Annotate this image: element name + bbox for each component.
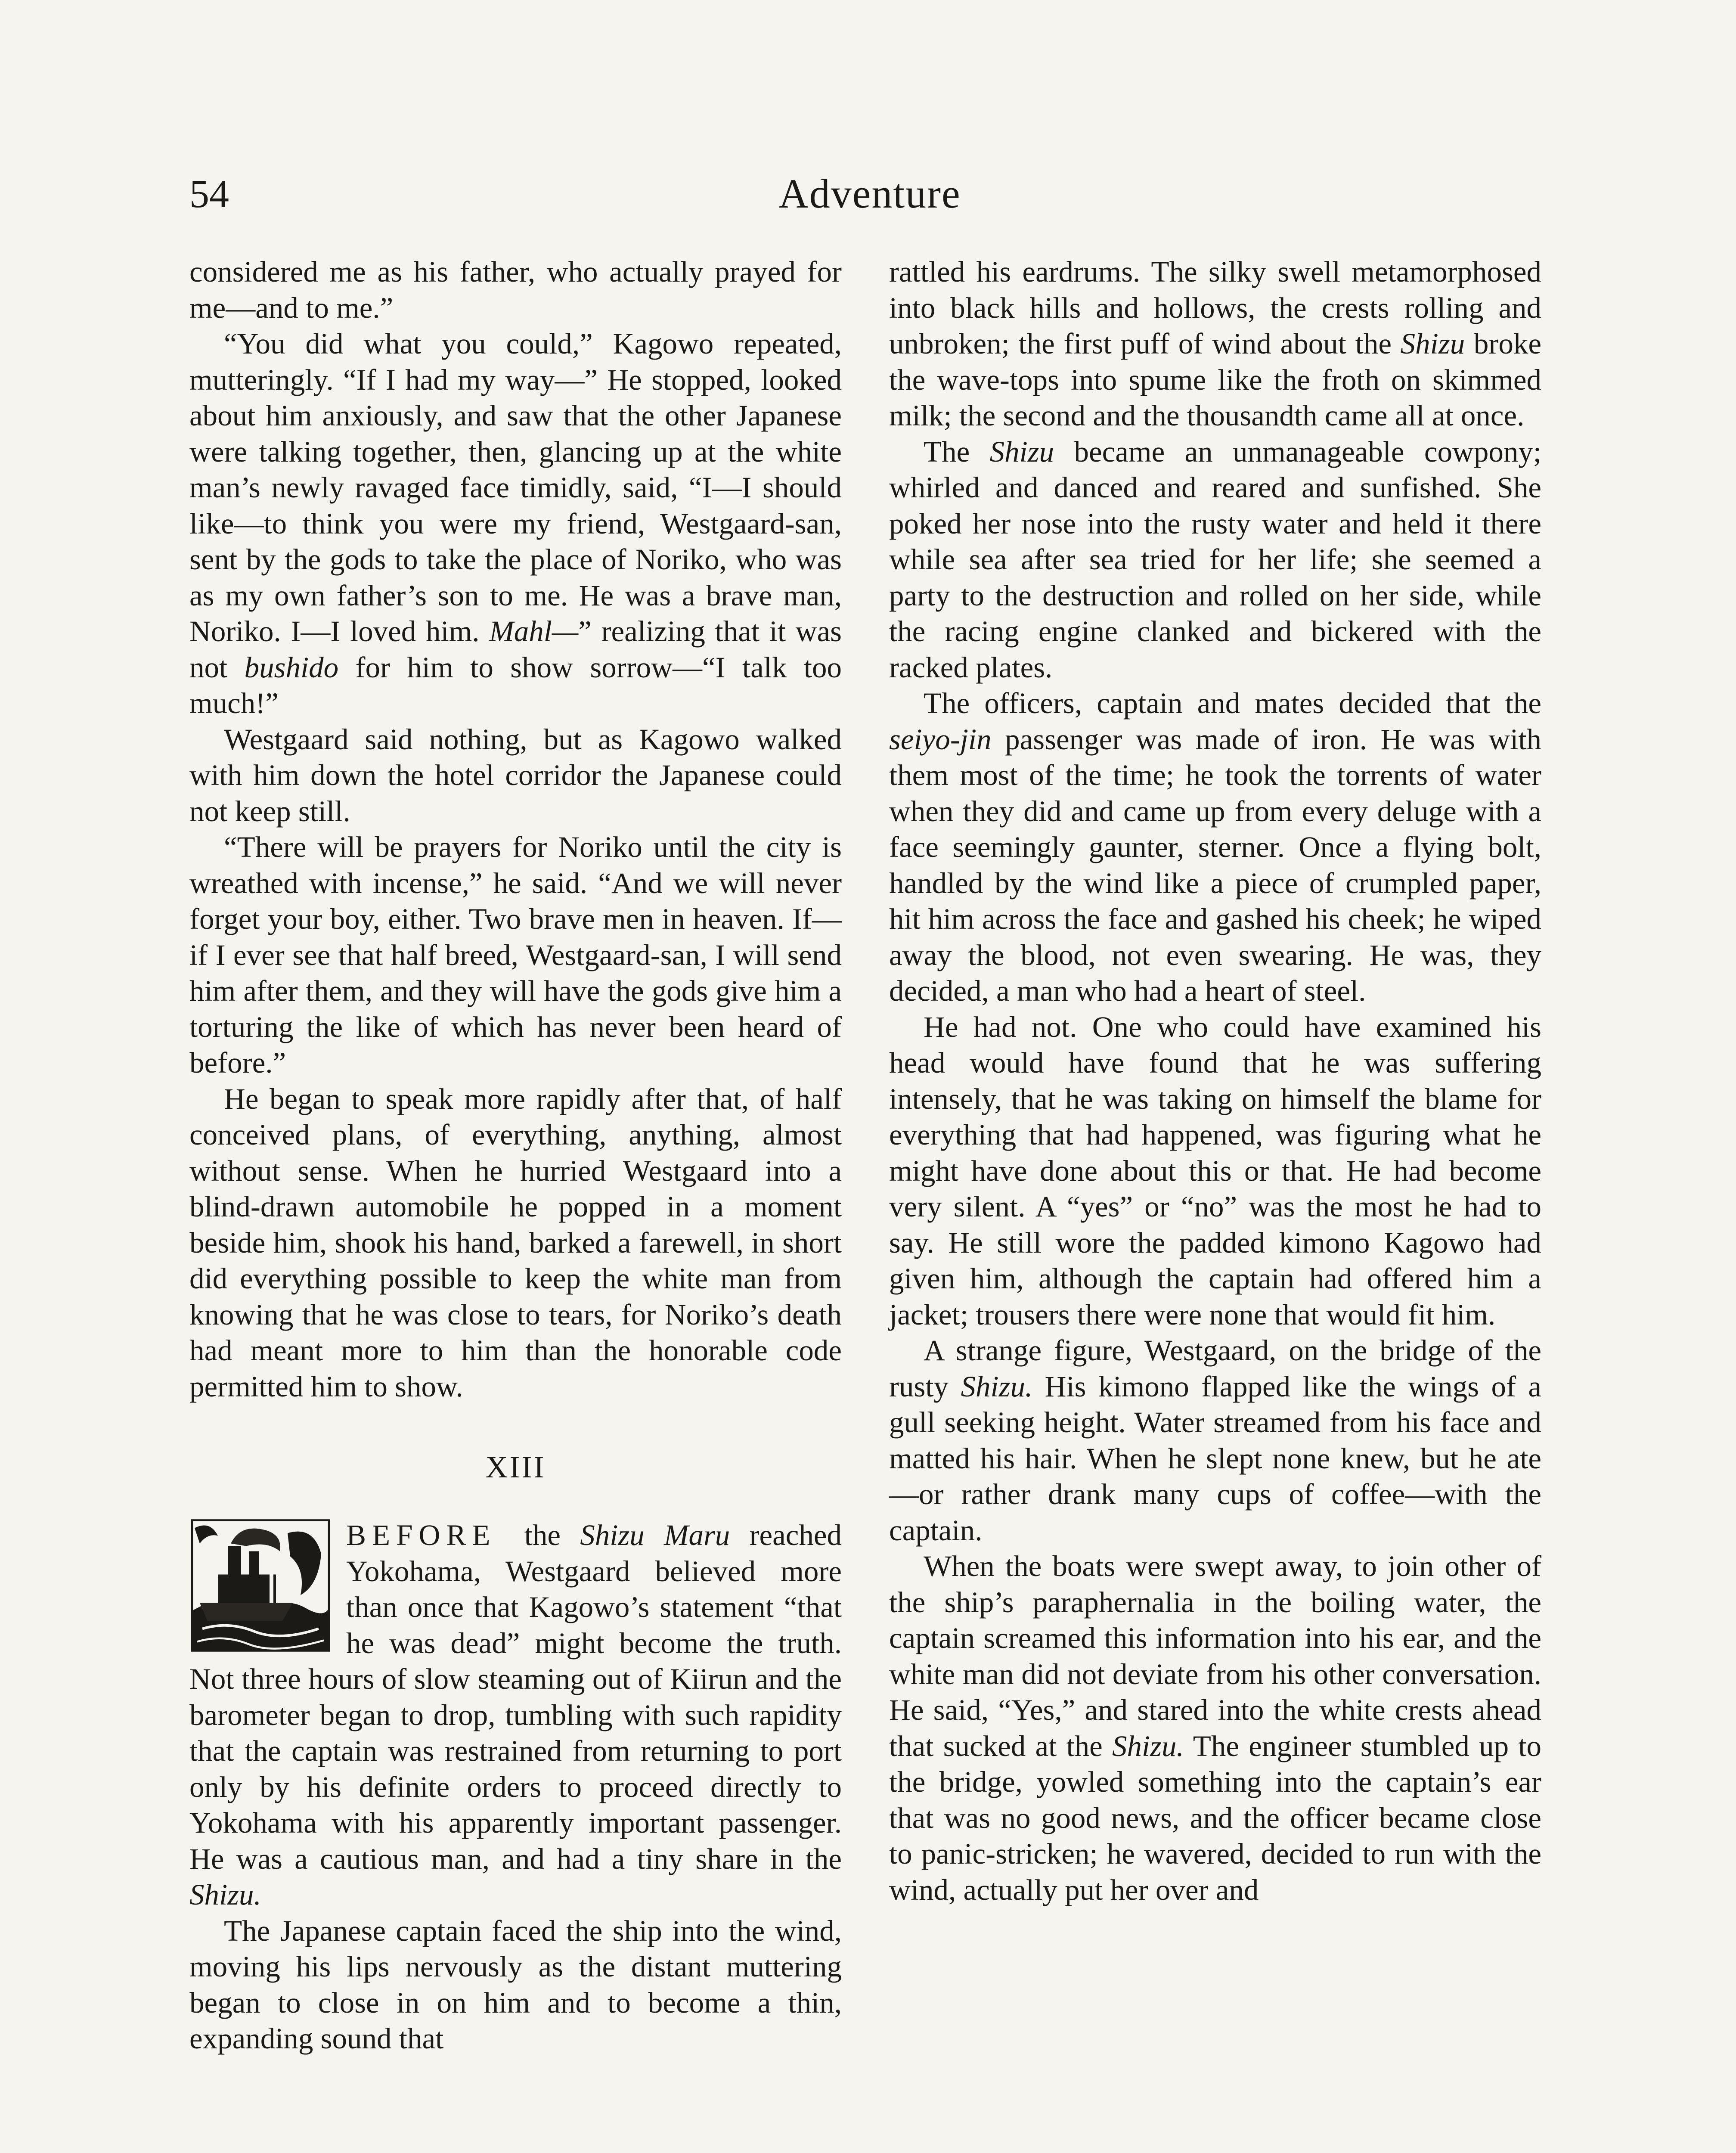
paragraph-text: ” realizing that it was not <box>189 615 842 684</box>
italic-word: Mahl— <box>489 615 579 648</box>
paragraph: He began to speak more rapidly after that, of half conceived plans, of everything, anything, almost without sense. When he hurried Westgaard into a blind-drawn automobile he popped in a moment beside him, shook his hand, barked a farewell, in short did everything possible to keep the white man from knowing that he was close to tears, for Noriko’s death had meant more to him than the honorable code permitted him to show. <box>189 1082 842 1403</box>
paragraph <box>889 686 1541 1009</box>
paragraph-text: became an unmanageable cowpony; whirled and danced and reared and sunfished. She poked her nose into the rusty water and held it there while sea after sea tried for her life; she seemed a party to the destruction and rolled on her side, while the racing engine clanked and bickered with the racked plates. <box>889 435 1541 684</box>
paragraph: The Japanese captain faced the ship into the wind, moving his lips nervously as the distant muttering began to close in on him and to become a thin, expanding sound that <box>189 1914 842 2055</box>
paragraph <box>889 434 1541 686</box>
paragraph-text: the <box>524 1519 561 1551</box>
paragraph <box>189 1517 842 1913</box>
paragraph-text: rattled his eardrums. The silky swell metamorphosed into black hills and hollows, the crests rolling and unbroken; the first puff of wind about the <box>889 255 1541 360</box>
page-number: 54 <box>189 172 229 216</box>
left-column <box>189 254 842 2057</box>
italic-word: Shizu Maru <box>580 1519 730 1551</box>
paragraph-text: passenger was made of iron. He was with them most of the time; he took the torrents of water when they did and came up from every deluge with a face seemingly gaunter, sterner. Once a flying bolt, handled by the wind like a piece of crumpled paper, hit him across the face and gashed his cheek; he wiped away the blood, not even swearing. He was, they decided, a man who had a heart of steel. <box>889 723 1541 1007</box>
paragraph <box>889 1548 1541 1908</box>
paragraph-text: The officers, captain and mates decided that the <box>924 687 1541 720</box>
right-column <box>889 254 1541 1908</box>
paragraph-text: The <box>924 435 970 468</box>
paragraph: Westgaard said nothing, but as Kagowo walked with him down the hotel corridor the Japanese could not keep still. <box>189 723 842 828</box>
paragraph <box>889 254 1541 434</box>
paragraph-text: The engineer stumbled up to the bridge, yowled something into the captain’s ear that was no good news, and the officer became close to panic-stricken; he wavered, decided to run with the wind, actually put her over and <box>889 1729 1541 1906</box>
paragraph-text: broke the wave-tops into spume like the froth on skimmed milk; the second and the thousandth came all at once. <box>889 327 1542 432</box>
paragraph: “There will be prayers for Noriko until the city is wreathed with incense,” he said. “And we will never forget your boy, either. Two brave men in heaven. If—if I ever see that half breed, Westgaard-san, I will send him after them, and they will have the gods give him a torturing the like of which has never been heard of before.” <box>189 831 842 1079</box>
lead-word: BEFORE <box>346 1519 496 1551</box>
paragraph-text: When the boats were swept away, to join other of the ship’s paraphernalia in the boiling water, the captain screamed this information into his ear, and the white man did not deviate from his other conversation. He said, “Yes,” and stared into the white crests ahead that sucked at the <box>889 1550 1541 1762</box>
paragraph-text: A strange figure, Westgaard, on the bridge of the rusty <box>889 1334 1541 1403</box>
ship-vignette-icon <box>189 1517 332 1654</box>
chapter-heading: XIII <box>485 1450 546 1484</box>
italic-word: seiyo-jin <box>889 723 992 756</box>
paragraph <box>889 1333 1541 1548</box>
paragraph-text: reached Yokohama, Westgaard believed more than once that Kagowo’s statement “that he was dead” might become the truth. Not three hours of slow steaming out of Kiirun and the barometer began to drop, tumbling with such rapidity that the captain was restrained from returning to port only by his definite orders to proceed directly to Yokohama with his apparently important passenger. He was a cautious man, and had a tiny share in the <box>189 1519 842 1875</box>
italic-word: Shizu <box>1400 327 1465 360</box>
paragraph-text: for him to show sorrow—“I talk too much!” <box>189 651 842 720</box>
paragraph-text: His kimono flapped like the wings of a gull seeking height. Water streamed from his face and matted his hair. When he slept none knew, but he ate—or rather drank many cups of coffee—with the captain. <box>889 1370 1542 1547</box>
paragraph: considered me as his father, who actually prayed for me—and to me.” <box>189 255 842 324</box>
running-title: Adventure <box>778 171 961 217</box>
italic-word: Shizu <box>989 435 1054 468</box>
italic-word: Shizu. <box>189 1878 261 1911</box>
italic-word: bushido <box>244 651 339 684</box>
italic-word: Shizu. <box>1112 1729 1184 1762</box>
italic-word: Shizu. <box>961 1370 1033 1403</box>
paragraph-text: “You did what you could,” Kagowo repeated, mutteringly. “If I had my way—” He stopped, looked about him anxiously, and saw that the other Japanese were talking together, then, glancing up at the white man’s newly ravaged face timidly, said, “I—I should like—to think you were my friend, Westgaard-san, sent by the gods to take the place of Noriko, who was as my own father’s son to me. He was a brave man, Noriko. I—I loved him. <box>189 327 842 648</box>
paragraph: He had not. One who could have examined his head would have found that he was suffering intensely, that he was taking on himself the blame for everything that had happened, was figuring what he might have done about this or that. He had become very silent. A “yes” or “no” was the most he had to say. He still wore the padded kimono Kagowo had given him, although the captain had offered him a jacket; trousers there were none that would fit him. <box>889 1010 1541 1331</box>
page-header <box>189 168 1550 233</box>
paragraph <box>189 326 842 722</box>
